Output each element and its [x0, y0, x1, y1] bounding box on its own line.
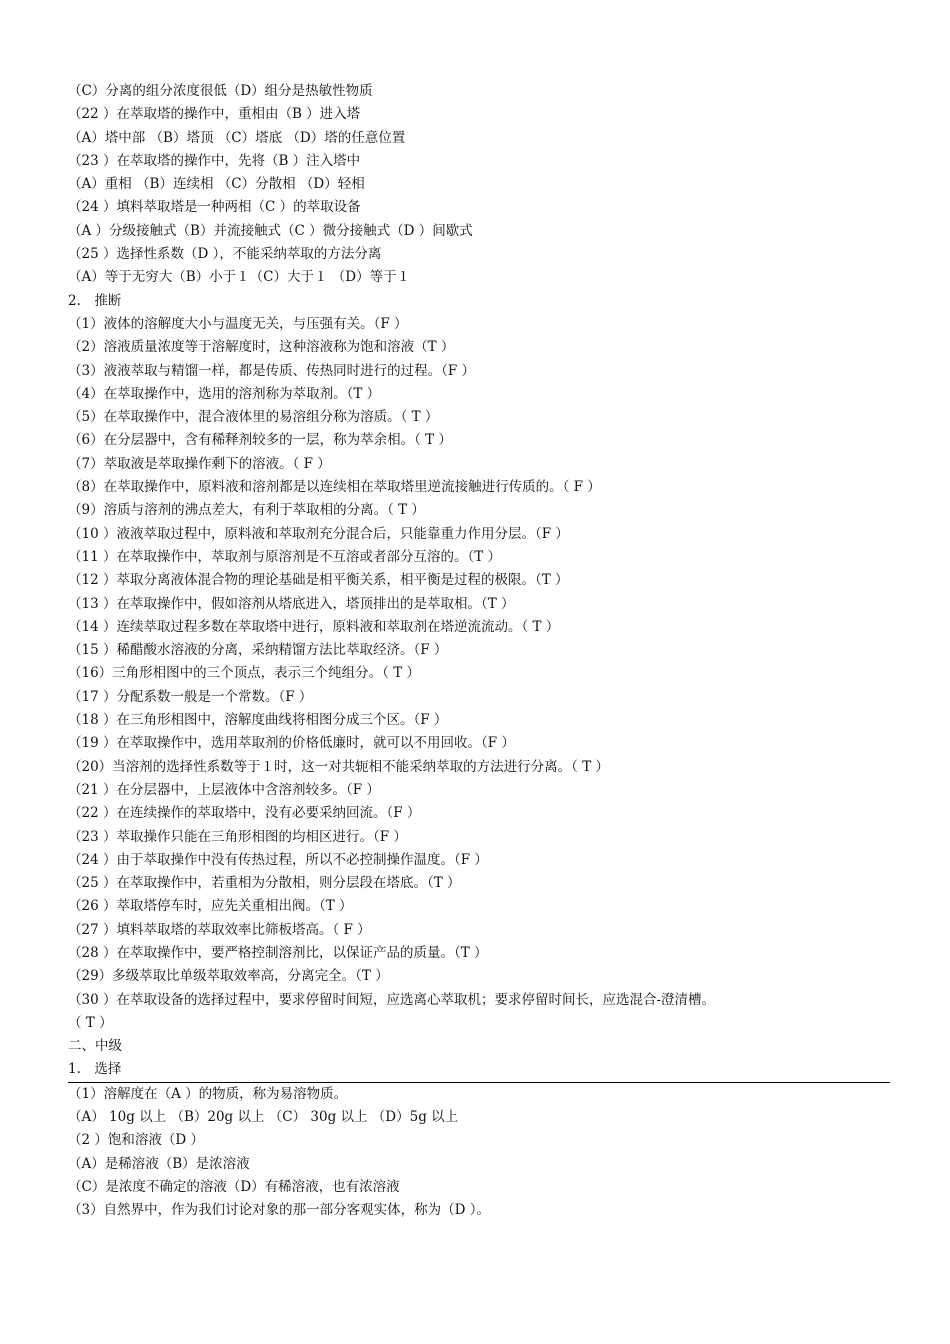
statement-line: （5）在萃取操作中，混合液体里的易溶组分称为溶质。（ T ） — [68, 409, 439, 426]
statement-line: （12 ）萃取分离液体混合物的理论基础是相平衡关系，相平衡是过程的极限。（T ） — [68, 572, 569, 589]
text-line: （C）分离的组分浓度很低（D）组分是热敏性物质 — [68, 83, 373, 99]
statement-line: （11 ）在萃取操作中，萃取剂与原溶剂是不互溶或者部分互溶的。（T ） — [68, 548, 502, 565]
question-line: （23 ）在萃取塔的操作中，先将（B ）注入塔中 — [68, 152, 361, 169]
statement-line: （2）溶液质量浓度等于溶解度时，这种溶液称为饱和溶液（T ） — [68, 339, 455, 356]
statement-line: （7）萃取液是萃取操作剩下的溶液。（ F ） — [68, 455, 331, 472]
statement-line: （25 ）在萃取操作中，若重相为分散相，则分层段在塔底。（T ） — [68, 875, 461, 892]
section-heading: 2. 推断 — [68, 292, 122, 309]
options-line: （A）等于无穷大（B）小于１（C）大于１ （D）等于１ — [68, 269, 411, 286]
question-line: （25 ）选择性系数（D ），不能采纳萃取的方法分离 — [68, 246, 382, 263]
statement-line: （10 ）液液萃取过程中，原料液和萃取剂充分混合后，只能靠重力作用分层。（F ） — [68, 525, 569, 542]
statement-line: （16）三角形相图中的三个顶点，表示三个纯组分。（ T ） — [68, 665, 421, 682]
statement-line: （4）在萃取操作中，选用的溶剂称为萃取剂。（T ） — [68, 385, 381, 402]
statement-line: （28 ）在萃取操作中，要严格控制溶剂比，以保证产品的质量。（T ） — [68, 944, 488, 961]
options-line: （A）重相 （B）连续相 （C）分散相 （D）轻相 — [68, 176, 365, 193]
statement-line: （9）溶质与溶剂的沸点差大，有利于萃取相的分离。（ T ） — [68, 502, 425, 519]
statement-line: （17 ）分配系数一般是一个常数。（F ） — [68, 688, 313, 705]
question-line: （3）自然界中，作为我们讨论对象的那一部分客观实体，称为（D ）。 — [68, 1202, 490, 1219]
statement-line: （21 ）在分层器中，上层液体中含溶剂较多。（F ） — [68, 781, 380, 798]
statement-line: （15 ）稀醋酸水溶液的分离，采纳精馏方法比萃取经济。（F ） — [68, 642, 448, 659]
level-heading: 二、中级 — [68, 1038, 122, 1055]
options-line: （C）是浓度不确定的溶液（D）有稀溶液，也有浓溶液 — [68, 1178, 400, 1195]
statement-line: （19 ）在萃取操作中，选用萃取剂的价格低廉时，就可以不用回收。（F ） — [68, 735, 515, 752]
statement-line: （6）在分层器中，含有稀释剂较多的一层，称为萃余相。（ T ） — [68, 432, 452, 449]
question-line: （1）溶解度在（A ）的物质，称为易溶物质。 — [68, 1085, 348, 1102]
statement-line: （22 ）在连续操作的萃取塔中，没有必要采纳回流。（F ） — [68, 805, 421, 822]
statement-line: （30 ）在萃取设备的选择过程中，要求停留时间短，应选离心萃取机；要求停留时间长，应选混合-澄清槽。 — [68, 991, 716, 1008]
options-line: （A）是稀溶液（B）是浓溶液 — [68, 1155, 250, 1172]
statement-line: （3）液液萃取与精馏一样，都是传质、传热同时进行的过程。（F ） — [68, 362, 475, 379]
question-line: （24 ）填料萃取塔是一种两相（C ）的萃取设备 — [68, 199, 361, 216]
statement-line: （13 ）在萃取操作中，假如溶剂从塔底进入，塔顶排出的是萃取相。（T ） — [68, 595, 515, 612]
options-line: （A）塔中部 （B）塔顶 （C）塔底 （D）塔的任意位置 — [68, 129, 406, 146]
statement-line: （8）在萃取操作中，原料液和溶剂都是以连续相在萃取塔里逆流接触进行传质的。（ F ） — [68, 479, 601, 496]
question-line: （22 ）在萃取塔的操作中，重相由（B ）进入塔 — [68, 106, 361, 123]
section-heading: 1. 选择 — [68, 1058, 890, 1082]
options-line: （A） 10g 以上 （B）20g 以上 （C） 30g 以上 （D）5g 以上 — [68, 1109, 459, 1126]
options-line: （A ）分级接触式（B）并流接触式（C ）微分接触式（D ）间歇式 — [68, 222, 473, 239]
statement-line: （20）当溶剂的选择性系数等于１时，这一对共轭相不能采纳萃取的方法进行分离。（ T ） — [68, 758, 610, 775]
statement-line: （27 ）填料萃取塔的萃取效率比筛板塔高。（ F ） — [68, 921, 371, 938]
statement-line: （1）液体的溶解度大小与温度无关，与压强有关。（F ） — [68, 315, 408, 332]
document-body — [68, 80, 890, 1223]
statement-answer: （ T ） — [68, 1014, 113, 1031]
statement-line: （23 ）萃取操作只能在三角形相图的均相区进行。（F ） — [68, 828, 407, 845]
statement-line: （18 ）在三角形相图中，溶解度曲线将相图分成三个区。（F ） — [68, 712, 448, 729]
statement-line: （14 ）连续萃取过程多数在萃取塔中进行，原料液和萃取剂在塔逆流流动。（ T ） — [68, 618, 560, 635]
statement-line: （29）多级萃取比单级萃取效率高，分离完全。（T ） — [68, 968, 389, 985]
statement-line: （26 ）萃取塔停车时，应先关重相出阀。（T ） — [68, 898, 353, 915]
statement-line: （24 ）由于萃取操作中没有传热过程，所以不必控制操作温度。（F ） — [68, 851, 488, 868]
question-line: （2 ）饱和溶液（D ） — [68, 1132, 204, 1149]
